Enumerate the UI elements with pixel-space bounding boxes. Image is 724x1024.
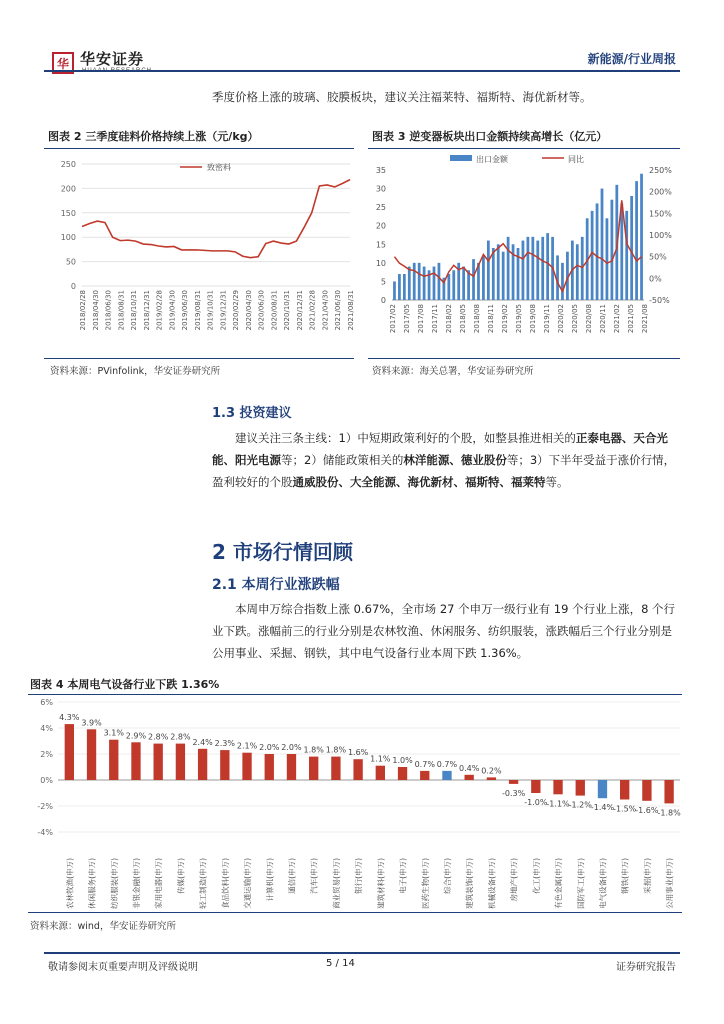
bold-stocks-2: 林洋能源、德业股份 bbox=[403, 453, 507, 467]
bar-出口金额 bbox=[630, 196, 633, 300]
x-tick-label: 国防军工(申万) bbox=[576, 858, 586, 909]
bar-出口金额 bbox=[467, 270, 470, 300]
data-label: -1.0% bbox=[524, 798, 548, 807]
series-line-致密料 bbox=[82, 180, 350, 258]
fig2-source-line bbox=[44, 358, 354, 359]
x-tick-label: 2021/08 bbox=[641, 304, 649, 334]
data-label: 0.7% bbox=[436, 759, 458, 769]
bar-出口金额 bbox=[398, 274, 401, 300]
x-tick-label: 2018/12/31 bbox=[142, 290, 151, 331]
bar-出口金额 bbox=[438, 263, 441, 300]
data-label: 2.1% bbox=[236, 741, 258, 751]
y-left-tick-label: 20 bbox=[375, 221, 386, 231]
x-tick-label: 家用电器(申万) bbox=[154, 858, 164, 909]
bar-出口金额 bbox=[433, 267, 436, 300]
legend-label: 同比 bbox=[568, 155, 584, 164]
fig3-title: 图表 3 逆变器板块出口金额持续高增长（亿元） bbox=[372, 130, 608, 143]
bar bbox=[442, 771, 451, 780]
data-label: -1.2% bbox=[568, 800, 592, 810]
x-tick-label: 综合(申万) bbox=[442, 858, 452, 894]
section-1-3-heading: 1.3 投资建议 bbox=[212, 406, 292, 421]
section-2-1-heading: 2.1 本周行业涨跌幅 bbox=[212, 577, 340, 593]
y-left-tick-label: 25 bbox=[375, 203, 386, 213]
x-tick-label: 2017/02 bbox=[389, 304, 397, 334]
fig3-source-line bbox=[368, 358, 680, 359]
y-left-tick-label: 30 bbox=[375, 184, 386, 194]
text-span: 等；3）下半年受益于涨价行情，盈利较好的个股 bbox=[212, 453, 676, 489]
y-right-tick-label: 250% bbox=[649, 166, 672, 175]
data-label: 0.4% bbox=[459, 763, 480, 773]
y-tick-label: 200 bbox=[60, 184, 76, 194]
x-tick-label: 传媒(申万) bbox=[176, 858, 186, 894]
text-span: 等。 bbox=[545, 475, 569, 489]
bar-出口金额 bbox=[561, 263, 564, 300]
data-label: 3.1% bbox=[103, 728, 124, 738]
y-right-tick-label: -50% bbox=[649, 296, 670, 305]
x-tick-label: 非银金融(申万) bbox=[131, 858, 141, 909]
data-label: 4.3% bbox=[59, 713, 80, 723]
data-label: -0.3% bbox=[502, 788, 526, 798]
fig2-chart bbox=[44, 150, 360, 356]
data-label: 1.1% bbox=[370, 754, 391, 764]
bar-出口金额 bbox=[581, 237, 584, 300]
x-tick-label: 2018/04/30 bbox=[91, 290, 100, 331]
y-left-tick-label: 15 bbox=[375, 240, 386, 250]
bar bbox=[398, 767, 407, 780]
y-right-tick-label: 100% bbox=[649, 231, 672, 240]
x-tick-label: 交通运输(申万) bbox=[243, 858, 253, 909]
x-tick-label: 2020/11 bbox=[599, 304, 607, 334]
data-label: 1.8% bbox=[303, 745, 324, 755]
x-tick-label: 2020/04/30 bbox=[244, 290, 253, 331]
x-tick-label: 轻工制造(申万) bbox=[198, 858, 208, 909]
fig2-title: 图表 2 三季度硅料价格持续上涨（元/kg） bbox=[48, 130, 259, 143]
y-right-tick-label: 150% bbox=[649, 209, 672, 219]
bar bbox=[620, 780, 629, 800]
y-tick-label: 0% bbox=[40, 776, 53, 785]
bold-stocks-3: 通威股份、大全能源、海优新材、福斯特、福莱特 bbox=[292, 475, 546, 489]
page-number: 5 / 14 bbox=[326, 958, 355, 969]
bar bbox=[265, 754, 274, 780]
y-left-tick-label: 35 bbox=[375, 166, 386, 175]
y-left-tick-label: 10 bbox=[375, 258, 386, 268]
y-tick-label: 2% bbox=[40, 750, 53, 759]
fig3-chart bbox=[368, 150, 684, 356]
legend-label: 出口金额 bbox=[476, 155, 508, 164]
bar bbox=[154, 744, 163, 780]
x-tick-label: 2020/10/31 bbox=[283, 290, 292, 331]
bar bbox=[509, 780, 518, 784]
x-tick-label: 房地产(申万) bbox=[509, 858, 519, 902]
bar bbox=[465, 775, 474, 780]
x-tick-label: 2021/02 bbox=[613, 304, 621, 334]
bar-出口金额 bbox=[502, 252, 505, 300]
x-tick-label: 2019/02/28 bbox=[155, 290, 164, 331]
x-tick-label: 医药生物(申万) bbox=[420, 858, 430, 909]
bar-出口金额 bbox=[625, 211, 628, 300]
bar-出口金额 bbox=[487, 241, 490, 300]
x-tick-label: 2018/05 bbox=[459, 304, 467, 334]
bar bbox=[220, 750, 229, 780]
bar-出口金额 bbox=[462, 267, 465, 300]
data-label: 2.0% bbox=[259, 743, 280, 752]
x-tick-label: 公用事业(申万) bbox=[665, 858, 675, 909]
bar-出口金额 bbox=[601, 189, 604, 300]
x-tick-label: 2018/11 bbox=[487, 304, 495, 334]
bar-出口金额 bbox=[393, 281, 396, 300]
bar-出口金额 bbox=[606, 218, 609, 300]
x-tick-label: 2019/10/31 bbox=[206, 290, 215, 331]
x-tick-label: 2021/02/28 bbox=[308, 290, 317, 331]
data-label: 1.8% bbox=[325, 745, 347, 755]
data-label: 1.6% bbox=[347, 748, 369, 758]
bar-出口金额 bbox=[546, 233, 549, 300]
bar-出口金额 bbox=[403, 274, 406, 300]
x-tick-label: 2019/02 bbox=[501, 304, 509, 334]
x-tick-label: 通信(申万) bbox=[287, 858, 297, 894]
x-tick-label: 2020/02 bbox=[557, 304, 565, 334]
x-tick-label: 采掘(申万) bbox=[642, 858, 652, 894]
x-tick-label: 机械设备(申万) bbox=[487, 858, 497, 909]
x-tick-label: 商业贸易(申万) bbox=[331, 858, 341, 909]
x-tick-label: 2019/12/31 bbox=[219, 290, 228, 331]
bar-出口金额 bbox=[413, 263, 416, 300]
bar-出口金额 bbox=[635, 181, 638, 300]
bar-出口金额 bbox=[576, 244, 579, 300]
x-tick-label: 2021/08/31 bbox=[347, 290, 355, 331]
footer-report-type: 证券研究报告 bbox=[616, 962, 676, 973]
y-left-tick-label: 0 bbox=[380, 296, 386, 305]
data-label: 1.0% bbox=[392, 756, 413, 765]
report-section: 新能源/行业周报 bbox=[587, 52, 676, 66]
x-tick-label: 银行(申万) bbox=[354, 858, 364, 894]
fig4-title: 图表 4 本周电气设备行业下跌 1.36% bbox=[30, 678, 220, 691]
bar bbox=[287, 754, 296, 780]
x-tick-label: 2018/02/28 bbox=[79, 290, 87, 331]
footer-disclaimer: 敬请参阅末页重要声明及评级说明 bbox=[48, 962, 198, 973]
data-label: 3.9% bbox=[81, 718, 102, 728]
bar bbox=[487, 777, 496, 780]
bar bbox=[131, 742, 140, 780]
data-label: 2.8% bbox=[170, 732, 191, 742]
fig3-source: 资料来源：海关总署，华安证券研究所 bbox=[372, 366, 534, 377]
y-tick-label: 150 bbox=[60, 208, 76, 218]
bar-出口金额 bbox=[620, 203, 623, 300]
data-label: 2.4% bbox=[192, 737, 213, 747]
y-tick-label: -4% bbox=[37, 828, 53, 837]
data-label: -1.8% bbox=[657, 808, 681, 818]
bar-出口金额 bbox=[522, 241, 525, 300]
bold-stocks-1: 正泰电器、天合光能、阳光电源 bbox=[212, 431, 668, 467]
bar bbox=[531, 780, 540, 793]
bar-出口金额 bbox=[408, 267, 411, 300]
text-span: 等；2）储能政策相关的 bbox=[281, 453, 404, 467]
data-label: -1.5% bbox=[613, 804, 637, 814]
bar-出口金额 bbox=[536, 241, 539, 300]
y-tick-label: 100 bbox=[60, 233, 76, 243]
x-tick-label: 2018/06/30 bbox=[104, 290, 113, 331]
data-label: -1.4% bbox=[590, 803, 615, 813]
y-left-tick-label: 5 bbox=[380, 277, 386, 287]
logo-text: 华安证券 bbox=[80, 50, 145, 68]
legend-swatch bbox=[450, 155, 472, 161]
footer-divider bbox=[44, 952, 680, 954]
x-tick-label: 食品饮料(申万) bbox=[220, 858, 230, 909]
bar bbox=[598, 780, 607, 798]
x-tick-label: 电气设备(申万) bbox=[598, 858, 608, 909]
bar bbox=[309, 757, 318, 780]
y-right-tick-label: 0% bbox=[649, 274, 662, 284]
y-tick-label: 6% bbox=[40, 698, 53, 707]
x-tick-label: 2021/04/30 bbox=[321, 290, 330, 331]
bar-出口金额 bbox=[526, 237, 529, 300]
x-tick-label: 2018/02 bbox=[445, 304, 453, 334]
x-tick-label: 建筑材料(申万) bbox=[376, 858, 386, 909]
bar-出口金额 bbox=[541, 237, 544, 300]
x-tick-label: 建筑装饰(申万) bbox=[465, 858, 475, 909]
bar bbox=[242, 753, 251, 780]
y-right-tick-label: 50% bbox=[649, 252, 667, 262]
x-tick-label: 计算机(申万) bbox=[265, 858, 275, 902]
x-tick-label: 钢铁(申万) bbox=[620, 858, 630, 894]
x-tick-label: 2020/08/31 bbox=[270, 290, 279, 331]
fig4-title-line bbox=[28, 694, 682, 695]
x-tick-label: 汽车(申万) bbox=[309, 858, 319, 894]
fig2-title-line bbox=[44, 148, 354, 149]
bar-出口金额 bbox=[482, 255, 485, 300]
bar bbox=[65, 724, 74, 780]
bar bbox=[331, 757, 340, 780]
x-tick-label: 2017/08 bbox=[417, 304, 425, 334]
bar-出口金额 bbox=[640, 174, 643, 300]
x-tick-label: 休闲服务(申万) bbox=[87, 858, 97, 909]
fig4-chart bbox=[28, 696, 688, 910]
x-tick-label: 有色金属(申万) bbox=[554, 858, 564, 909]
x-tick-label: 2020/06/30 bbox=[257, 290, 266, 331]
bar bbox=[376, 766, 385, 780]
x-tick-label: 农林牧渔(申万) bbox=[65, 858, 75, 909]
data-label: 2.8% bbox=[148, 732, 169, 742]
bar-出口金额 bbox=[423, 267, 426, 300]
x-tick-label: 2019/05 bbox=[515, 304, 523, 334]
y-right-tick-label: 200% bbox=[649, 187, 672, 197]
y-tick-label: 50 bbox=[65, 257, 76, 267]
legend-label: 致密料 bbox=[207, 163, 231, 172]
bar-出口金额 bbox=[531, 237, 534, 300]
x-tick-label: 2020/05 bbox=[571, 304, 579, 334]
data-label: -1.6% bbox=[635, 805, 659, 815]
text-span: 建议关注三条主线：1）中短期政策利好的个股，如整县推进相关的 bbox=[235, 431, 576, 445]
data-label: 0.7% bbox=[414, 759, 435, 769]
x-tick-label: 2019/11 bbox=[543, 304, 551, 334]
bar-出口金额 bbox=[596, 203, 599, 300]
data-label: 2.9% bbox=[125, 731, 147, 741]
x-tick-label: 2020/02/29 bbox=[232, 290, 241, 331]
x-tick-label: 2017/11 bbox=[431, 304, 439, 334]
x-tick-label: 2017/05 bbox=[403, 304, 411, 334]
x-tick-label: 2018/08 bbox=[473, 304, 481, 334]
x-tick-label: 纺织服装(申万) bbox=[109, 858, 119, 909]
bar bbox=[176, 744, 185, 780]
x-tick-label: 2021/06/30 bbox=[334, 290, 343, 331]
bar-出口金额 bbox=[492, 248, 495, 300]
data-label: 2.0% bbox=[281, 743, 302, 752]
x-tick-label: 2020/08 bbox=[585, 304, 593, 334]
x-tick-label: 2020/12/31 bbox=[295, 290, 304, 331]
data-label: 0.2% bbox=[481, 766, 502, 776]
x-tick-label: 化工(申万) bbox=[531, 858, 541, 894]
x-tick-label: 2019/06/30 bbox=[181, 290, 190, 331]
y-tick-label: -2% bbox=[37, 802, 53, 811]
bar-出口金额 bbox=[452, 270, 455, 300]
bar bbox=[576, 780, 585, 796]
bar-出口金额 bbox=[507, 237, 510, 300]
fig4-source-line bbox=[28, 912, 682, 913]
bar-出口金额 bbox=[447, 274, 450, 300]
x-tick-label: 2018/08/31 bbox=[117, 290, 126, 331]
bar-出口金额 bbox=[418, 263, 421, 300]
section-1-3-paragraph bbox=[212, 427, 676, 493]
x-tick-label: 2019/08 bbox=[529, 304, 537, 334]
bar bbox=[664, 780, 673, 803]
fig4-source: 资料来源：wind，华安证券研究所 bbox=[30, 921, 176, 932]
x-tick-label: 电子(申万) bbox=[398, 858, 408, 894]
bar-出口金额 bbox=[472, 259, 475, 300]
x-tick-label: 2019/04/30 bbox=[168, 290, 177, 331]
x-tick-label: 2018/10/31 bbox=[130, 290, 139, 331]
intro-line: 季度价格上涨的玻璃、胶膜板块，建议关注福莱特、福斯特、海优新材等。 bbox=[212, 90, 592, 104]
bar bbox=[198, 749, 207, 780]
bar bbox=[553, 780, 562, 794]
header-divider bbox=[44, 70, 680, 72]
bar bbox=[353, 759, 362, 780]
x-tick-label: 2019/08/31 bbox=[193, 290, 202, 331]
fig2-source: 资料来源：PVinfolink，华安证券研究所 bbox=[50, 366, 221, 377]
bar bbox=[420, 771, 429, 780]
y-tick-label: 0 bbox=[70, 282, 76, 291]
data-label: 2.3% bbox=[214, 739, 235, 749]
section-2-1-paragraph: 本周申万综合指数上涨 0.67%，全市场 27 个申万一级行业有 19 个行业上涨，8 个行业下跌。涨幅前三的行业分别是农林牧渔、休闲服务、纺织服装，涨跌幅后三个行业分别是公用事业、采掘、钢铁，其中电气设备行业本周下跌 1.36%。 bbox=[212, 602, 676, 660]
bar-出口金额 bbox=[610, 200, 613, 300]
bar-出口金额 bbox=[497, 244, 500, 300]
section-2-heading: 2 市场行情回顾 bbox=[212, 540, 353, 564]
logo-mark: 华 bbox=[52, 52, 74, 74]
bar bbox=[642, 780, 651, 801]
bar-出口金额 bbox=[512, 244, 515, 300]
x-tick-label: 2021/05 bbox=[627, 304, 635, 334]
data-label: -1.1% bbox=[546, 799, 570, 809]
y-tick-label: 250 bbox=[60, 160, 76, 169]
bar bbox=[87, 729, 96, 780]
bar bbox=[109, 740, 118, 780]
y-tick-label: 4% bbox=[40, 724, 53, 733]
fig3-title-line bbox=[368, 148, 680, 149]
